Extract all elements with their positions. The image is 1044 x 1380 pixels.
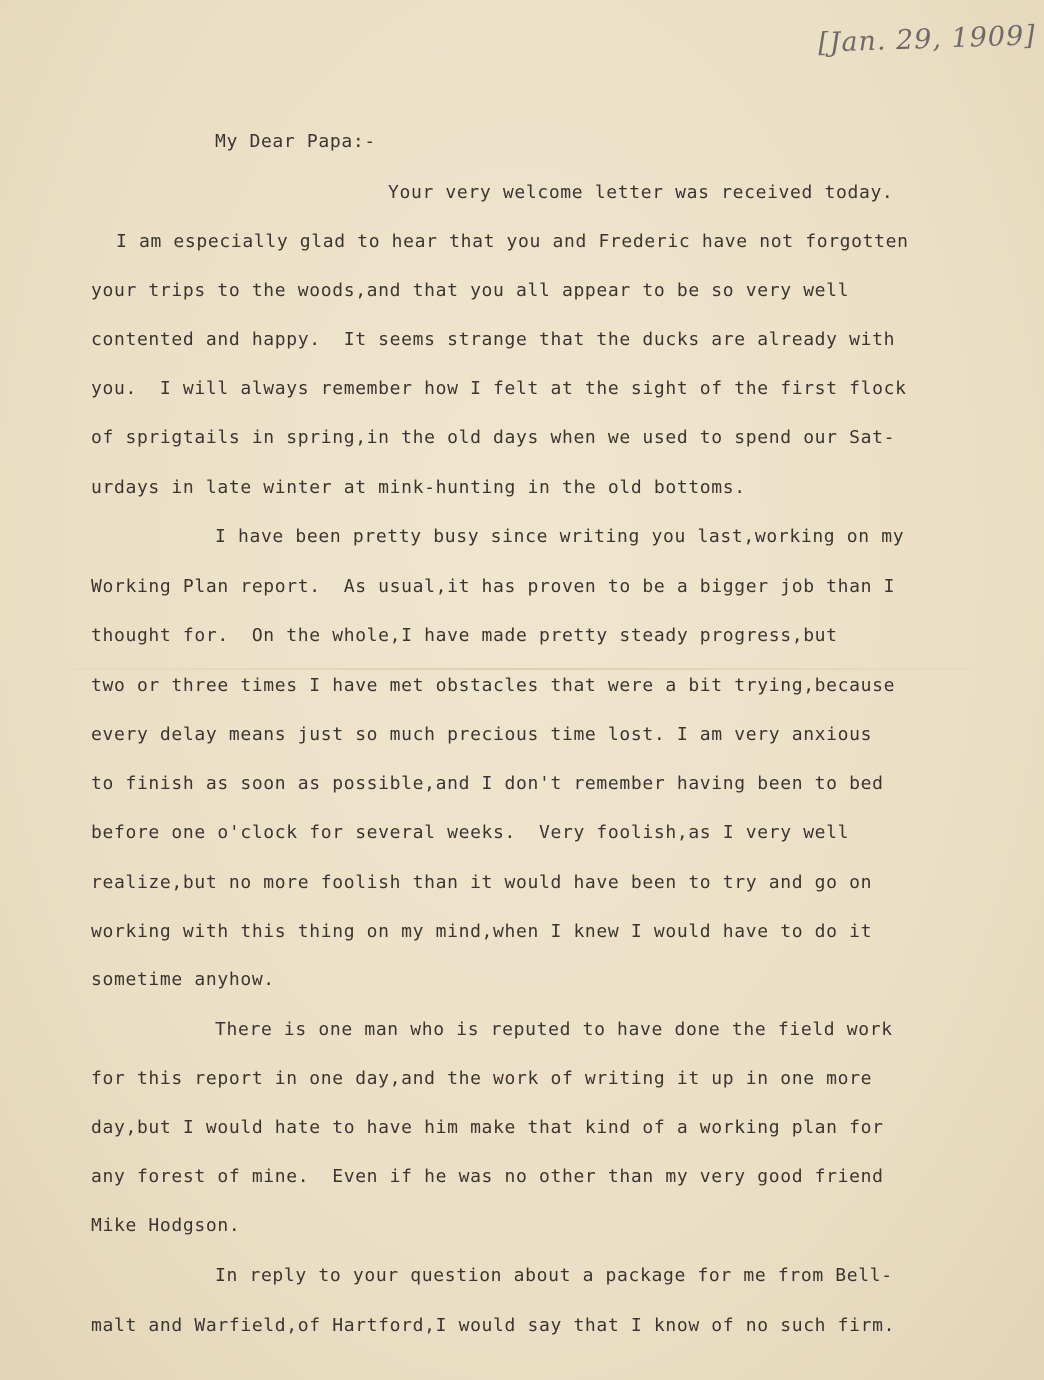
letter-line: Working Plan report. As usual,it has proven to be a bigger job than I (91, 576, 896, 597)
letter-line: for this report in one day,and the work of writing it up in one more (91, 1068, 873, 1089)
letter-line: In reply to your question about a package for me from Bell- (215, 1265, 893, 1286)
letter-line: to finish as soon as possible,and I don't remember having been to bed (91, 773, 884, 794)
letter-line: Your very welcome letter was received today. (388, 182, 894, 203)
letter-line: two or three times I have met obstacles that were a bit trying,because (91, 675, 896, 696)
letter-line: every delay means just so much precious time lost. I am very anxious (91, 724, 873, 745)
letter-line: I have been pretty busy since writing you last,working on my (215, 526, 905, 547)
letter-line: thought for. On the whole,I have made pretty steady progress,but (91, 625, 838, 646)
letter-line: day,but I would hate to have him make that kind of a working plan for (91, 1117, 884, 1138)
letter-line: you. I will always remember how I felt at the sight of the first flock (91, 378, 907, 399)
letter-line: realize,but no more foolish than it would have been to try and go on (91, 872, 873, 893)
salutation: My Dear Papa:- (215, 131, 376, 152)
letter-line: Mike Hodgson. (91, 1215, 241, 1236)
handwritten-date: [Jan. 29, 1909] (817, 20, 1037, 59)
letter-line: sometime anyhow. (91, 969, 275, 990)
letter-line: urdays in late winter at mink-hunting in the old bottoms. (91, 477, 746, 498)
letter-line: malt and Warfield,of Hartford,I would say that I know of no such firm. (91, 1315, 896, 1336)
letter-line: There is one man who is reputed to have done the field work (215, 1019, 893, 1040)
letter-line: contented and happy. It seems strange that the ducks are already with (91, 329, 896, 350)
letter-line: your trips to the woods,and that you all appear to be so very well (91, 280, 850, 301)
letter-line: before one o'clock for several weeks. Very foolish,as I very well (91, 822, 850, 843)
letter-line: I am especially glad to hear that you and Frederic have not forgotten (116, 231, 909, 252)
letter-line: of sprigtails in spring,in the old days when we used to spend our Sat- (91, 427, 896, 448)
letter-line: working with this thing on my mind,when I knew I would have to do it (91, 921, 873, 942)
letter-line: any forest of mine. Even if he was no other than my very good friend (91, 1166, 884, 1187)
paper-fold-line (0, 668, 1044, 670)
